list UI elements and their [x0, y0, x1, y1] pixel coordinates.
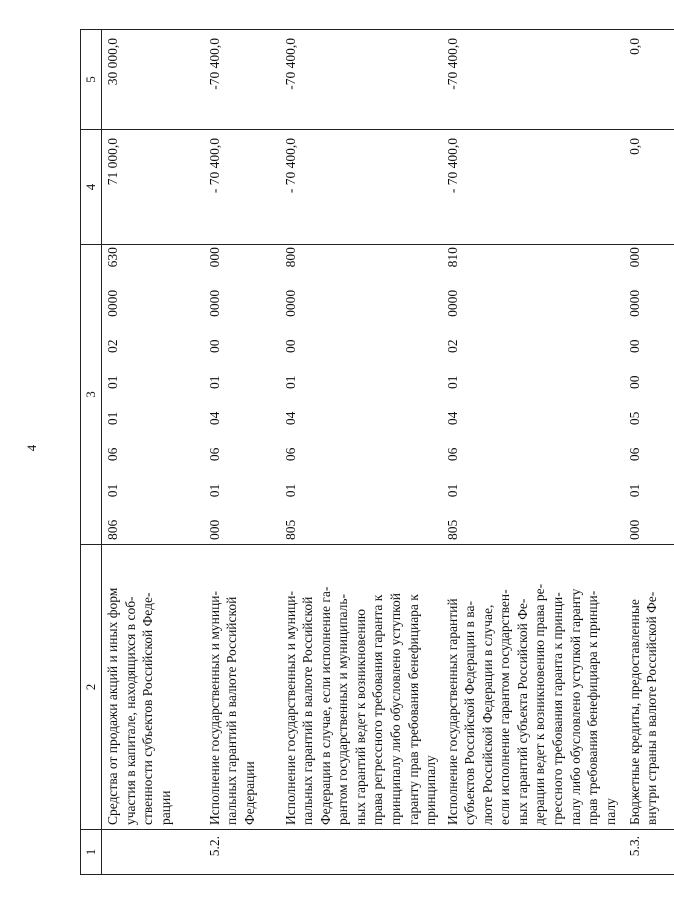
code: 01	[206, 483, 222, 498]
col4-value: - 70 400,0	[204, 130, 280, 245]
code: 06	[206, 447, 222, 462]
description-line: грессного требования гаранта к принци-	[550, 592, 566, 825]
row-codes	[102, 245, 204, 545]
table-row	[204, 30, 280, 875]
description-line: ных гарантий субъекта Российской Фе-	[514, 598, 530, 825]
code: 01	[444, 375, 460, 389]
row-number	[102, 830, 204, 875]
code: 06	[444, 447, 460, 462]
row-codes	[624, 245, 674, 545]
code: 06	[105, 447, 120, 462]
row-description	[204, 545, 280, 830]
code: 000	[206, 247, 222, 268]
code: 00	[626, 375, 642, 389]
budget-table	[80, 29, 674, 875]
description-line: если исполнение гарантом государствен-	[497, 589, 513, 825]
description-line: субъектов Российской Федерации в ва-	[462, 601, 478, 825]
description-line: прав требования бенефициара к принци-	[585, 590, 601, 825]
col5-value: -70 400,0	[280, 30, 442, 130]
description-line: Средства от продажи акций и иных форм	[105, 587, 120, 825]
code: 0000	[206, 289, 222, 317]
code: 00	[626, 339, 642, 353]
header-col-3: 3	[81, 245, 102, 545]
code: 806	[105, 519, 120, 540]
code: 04	[206, 411, 222, 426]
row-number: 5.2.	[204, 830, 280, 875]
description-line: пальных гарантий в валюте Российской	[224, 596, 240, 825]
code: 0000	[444, 289, 460, 317]
code: 0000	[282, 289, 298, 317]
description-line: Исполнение государственных и муници-	[282, 590, 298, 825]
code: 0000	[105, 289, 120, 317]
description-line: люте Российской Федерации в случае,	[479, 604, 495, 825]
table-row	[624, 30, 674, 875]
code: 01	[105, 483, 120, 498]
code: 01	[444, 483, 460, 498]
description-line: принципалу	[423, 755, 439, 825]
code: 810	[444, 247, 460, 268]
code: 06	[282, 447, 298, 462]
description-line: рантом государственных и муниципаль-	[335, 593, 351, 825]
rotated-page	[80, 30, 660, 875]
row-description	[624, 545, 674, 830]
code: 000	[206, 519, 222, 540]
description-line: Исполнение государственных и муници-	[206, 590, 222, 825]
col4-value: 0,0	[624, 130, 674, 245]
header-col-1: 1	[81, 830, 102, 875]
code: 06	[626, 447, 642, 462]
code: 01	[105, 375, 120, 389]
header-col-5: 5	[81, 30, 102, 130]
description-line: Федерации	[241, 761, 257, 825]
col5-value: -70 400,0	[442, 30, 624, 130]
code: 800	[282, 247, 298, 268]
code: 02	[444, 339, 460, 353]
description-line: внутри страны в валюте Российской Фе-	[644, 591, 660, 825]
code: 04	[282, 411, 298, 426]
header-col-2: 2	[81, 545, 102, 830]
col5-value: 0,0	[624, 30, 674, 130]
code: 01	[282, 483, 298, 498]
code: 01	[282, 375, 298, 389]
code: 04	[444, 411, 460, 426]
code: 00	[206, 339, 222, 353]
code: 01	[105, 411, 120, 426]
description-line: Бюджетные кредиты, предоставленные	[626, 599, 642, 825]
description-line: палу	[602, 798, 618, 825]
code: 630	[105, 247, 120, 268]
code: 01	[206, 375, 222, 389]
row-number	[280, 830, 442, 875]
description-line: Федерации в случае, если исполнение га-	[317, 586, 333, 825]
code: 805	[282, 519, 298, 540]
description-line: ственности субъектов Российской Феде-	[140, 592, 156, 825]
col5-value: -70 400,0	[204, 30, 280, 130]
header-col-4: 4	[81, 130, 102, 245]
row-codes	[442, 245, 624, 545]
code: 000	[626, 519, 642, 540]
description-line: рации	[157, 790, 173, 825]
row-description	[442, 545, 624, 830]
description-line: гаранту прав требования бенефициара к	[405, 594, 421, 825]
row-description	[102, 545, 204, 830]
code: 05	[626, 411, 642, 426]
col5-value: 30 000,0	[102, 30, 204, 130]
description-line: палу либо обусловлено уступкой гаранту	[567, 588, 583, 825]
code: 01	[626, 483, 642, 498]
description-line: участия в капитале, находящихся в соб-	[122, 596, 138, 825]
description-line: дерации ведет к возникновению права ре-	[532, 583, 548, 825]
page-number: 4	[24, 444, 39, 452]
row-number	[442, 830, 624, 875]
description-line: ных гарантий ведет к возникновению	[352, 609, 368, 825]
table-row	[280, 30, 442, 875]
row-number: 5.3.	[624, 830, 674, 875]
header-row	[81, 30, 102, 875]
code: 02	[105, 339, 120, 353]
description-line: пальных гарантий в валюте Российской	[300, 596, 316, 825]
code: 00	[282, 339, 298, 353]
table-row	[102, 30, 204, 875]
row-codes	[280, 245, 442, 545]
description-line: принципалу либо обусловлено уступкой	[388, 593, 404, 825]
description-line: Исполнение государственных гарантий	[444, 598, 460, 825]
col4-value: - 70 400,0	[442, 130, 624, 245]
col4-value: - 70 400,0	[280, 130, 442, 245]
code: 000	[626, 247, 642, 268]
code: 805	[444, 519, 460, 540]
row-description	[280, 545, 442, 830]
code: 0000	[626, 289, 642, 317]
description-line: права регрессного требования гаранта к	[370, 594, 386, 825]
col4-value: 71 000,0	[102, 130, 204, 245]
row-codes	[204, 245, 280, 545]
table-row	[442, 30, 624, 875]
